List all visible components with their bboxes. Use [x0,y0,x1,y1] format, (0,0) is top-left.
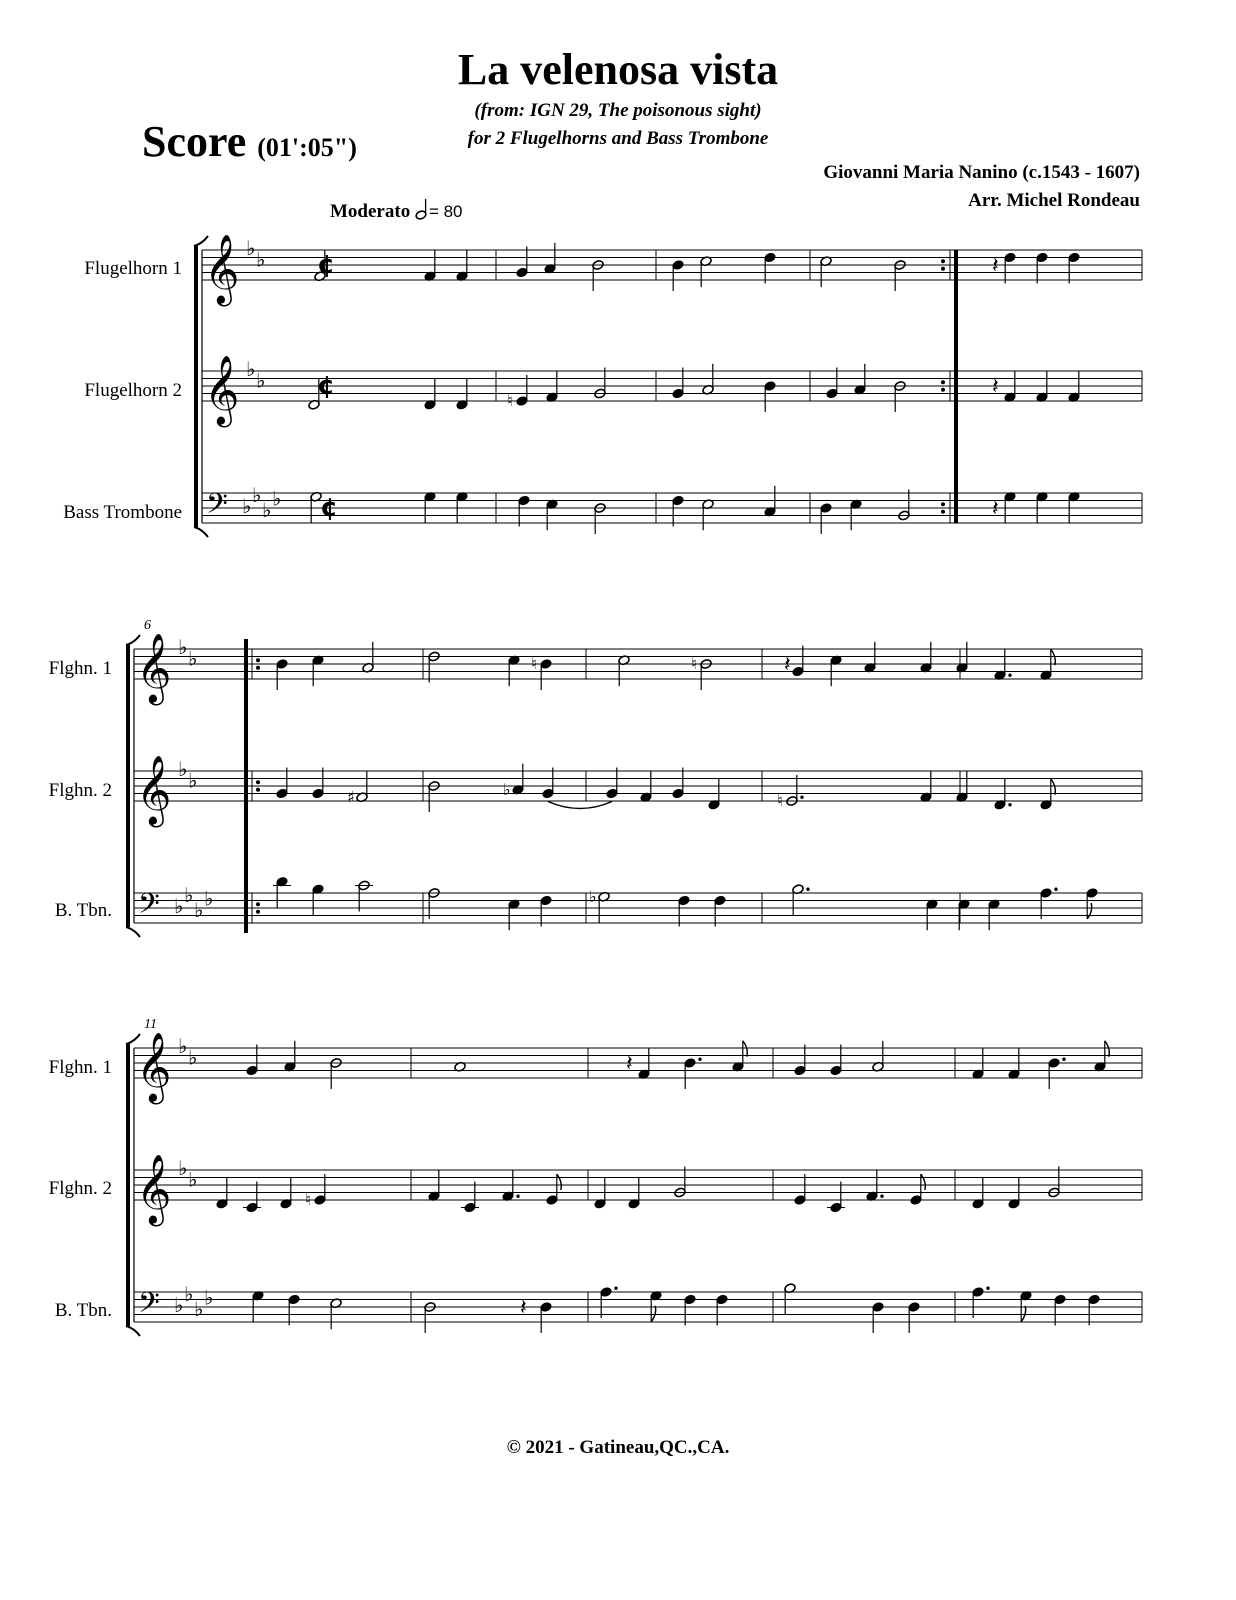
dot [614,1287,617,1290]
note [516,375,528,406]
note [956,642,968,673]
note [1008,1048,1020,1079]
note [540,895,552,926]
note [312,768,324,799]
note [764,381,776,412]
note [764,252,776,283]
repeat-dot [256,902,260,906]
flag [921,1174,926,1190]
staff [202,250,1142,280]
dot [800,796,803,799]
flat-icon: ♭ [174,1293,184,1317]
note [702,499,714,530]
note [594,503,606,534]
arranger: Arr. Michel Rondeau [968,190,1140,211]
note [994,649,1012,680]
note [820,256,832,287]
note [1048,1167,1060,1198]
note [508,899,520,930]
quarter-rest-icon: 𝄽 [992,374,999,400]
accidental-icon: ♮ [305,1190,311,1209]
note [926,899,938,930]
repeat-dot [941,388,945,392]
system-bracket [194,246,198,527]
note [508,655,520,686]
dot [986,1287,989,1290]
tempo-text: Moderato [330,201,411,222]
note [894,260,906,291]
note [312,884,324,915]
accidental-icon: ♮ [691,654,697,673]
note [1068,371,1080,402]
bass-clef-icon: 𝄢 [138,1286,160,1327]
note [461,1182,479,1213]
note [1040,888,1058,919]
repeat-dot [256,788,260,792]
bracket-hook [126,1326,140,1336]
instrument-label-flugelhorn-2: Flghn. 2 [48,780,112,801]
note [606,768,618,799]
instrument-label-flugelhorn-1: Flugelhorn 1 [84,258,182,279]
repeat-dot [256,666,260,670]
note [355,880,373,911]
treble-clef-icon: 𝄞 [136,755,172,825]
note [456,250,468,281]
note [792,646,804,677]
repeat-dot [941,259,945,263]
note [546,499,558,530]
flag [651,1306,656,1322]
note [1004,491,1016,522]
note [1040,649,1056,680]
note [540,659,552,690]
instrument-label-bass-trombone: B. Tbn. [54,900,112,921]
note [872,1302,884,1333]
flat-icon: ♭ [204,1285,214,1310]
note [284,1041,296,1072]
tie [548,802,612,809]
note [700,256,712,287]
note [502,1170,520,1201]
note [428,1170,440,1201]
note [732,1041,748,1072]
copyright: © 2021 - Gatineau,QC.,CA. [506,1437,730,1458]
flat-icon: ♭ [178,1034,188,1058]
note [216,1178,228,1209]
instrument-label-flugelhorn-1: Flghn. 1 [48,1057,112,1078]
note [544,243,556,274]
note [1040,779,1056,810]
flat-icon: ♭ [246,236,256,260]
note [314,1174,326,1205]
note [252,1290,264,1321]
repeat-dot [256,910,260,914]
bass-clef-icon: 𝄢 [206,487,228,528]
accidental-icon: ♮ [507,391,513,410]
treble-clef-icon: 𝄞 [136,1154,172,1224]
note [428,781,440,812]
note [864,642,876,673]
note [638,1048,650,1079]
note [428,651,440,682]
dot [1054,888,1057,891]
note [276,659,288,690]
note [330,1298,342,1329]
flag [1051,649,1056,665]
tempo-value: = 80 [428,202,463,221]
note [1036,491,1048,522]
note [598,891,610,922]
note [898,490,910,521]
repeat-dot [941,502,945,506]
flat-icon: ♭ [188,1045,198,1070]
note [362,642,374,673]
system-bracket [126,1044,130,1326]
note [956,771,968,802]
note [826,368,838,399]
note [672,768,684,799]
note [910,1174,926,1205]
note [330,1058,342,1089]
note [972,1048,984,1079]
note [600,1287,618,1318]
note [1004,371,1016,402]
instrument-label-flugelhorn-2: Flghn. 2 [48,1178,112,1199]
note [276,768,288,799]
note [592,260,604,291]
note [672,368,684,399]
note [1020,1290,1032,1321]
subtitle-source: (from: IGN 29, The poisonous sight) [474,100,762,121]
note [700,659,712,690]
score-word: Score [142,117,247,166]
note [764,486,776,517]
note [516,247,528,278]
note [678,895,690,926]
bracket-hook [126,927,140,937]
note [1004,252,1016,283]
subtitle-instrumentation: for 2 Flugelhorns and Bass Trombone [467,128,769,149]
cut-time-icon: ¢ [317,371,336,401]
note [424,1302,436,1333]
treble-clef-icon: 𝄞 [136,633,172,703]
flat-icon: ♭ [178,1156,188,1180]
note [1036,371,1048,402]
dot [1008,674,1011,677]
flag [1087,903,1092,919]
treble-clef-icon: 𝄞 [136,1032,172,1102]
note [546,371,558,402]
note [920,771,932,802]
flat-icon: ♭ [178,635,188,659]
flat-icon: ♭ [174,894,184,918]
staff [134,1292,1142,1322]
flat-icon: ♭ [188,768,198,793]
note [312,655,324,686]
note [830,1045,842,1076]
note [540,1302,552,1333]
repeat-bracket [954,250,958,523]
flag [743,1041,748,1057]
note [850,499,862,530]
repeat-dot [941,510,945,514]
flat-icon: ♭ [184,882,194,907]
note [674,1167,686,1198]
piece-title: La velenosa vista [457,45,779,94]
note [1048,1058,1066,1089]
repeat-dot [256,658,260,662]
note [794,1174,806,1205]
flat-icon: ♭ [194,1296,204,1321]
flat-icon: ♭ [256,247,266,272]
note [424,250,436,281]
note [784,1283,796,1314]
system-bracket [126,645,130,927]
repeat-bracket [244,639,248,933]
staff [202,371,1142,401]
flat-icon: ♭ [184,1281,194,1306]
note [684,1058,702,1089]
note [714,895,726,926]
note [794,1045,806,1076]
accidental-icon: ♯ [347,787,355,807]
note [894,381,906,412]
note [650,1290,662,1321]
quarter-rest-icon: 𝄽 [992,253,999,279]
treble-clef-icon: 𝄞 [204,355,240,425]
note [308,379,320,410]
note [908,1302,920,1333]
note [428,888,440,919]
note [542,768,554,799]
dot [698,1058,701,1061]
instrument-label-bass-trombone: B. Tbn. [54,1300,112,1321]
note [994,779,1012,810]
cut-time-icon: ¢ [320,493,339,523]
note [618,655,630,686]
note [958,899,970,930]
note [1088,1294,1100,1325]
note [246,1045,258,1076]
note [708,779,720,810]
bracket-hook [194,527,208,537]
flat-icon: ♭ [178,757,188,781]
score-duration: (01':05") [257,133,357,162]
note [628,1178,640,1209]
note [280,1178,292,1209]
note [512,764,524,795]
quarter-rest-icon: 𝄽 [992,496,999,522]
note [988,899,1000,930]
flag [557,1174,562,1190]
note [243,1182,261,1213]
flag [1051,779,1056,795]
note [1036,252,1048,283]
note [972,1287,990,1318]
note [1094,1041,1110,1072]
note [456,379,468,410]
flat-icon: ♭ [242,494,252,518]
note [972,1178,984,1209]
flat-icon: ♭ [188,646,198,671]
note [920,642,932,673]
note [672,495,684,526]
instrument-label-flugelhorn-1: Flghn. 1 [48,658,112,679]
note [1054,1294,1066,1325]
repeat-dot [941,380,945,384]
flat-icon: ♭ [272,486,282,511]
measure-number: 11 [144,1017,157,1032]
note [866,1170,884,1201]
bass-clef-icon: 𝄢 [138,887,160,928]
note [830,655,842,686]
note [786,775,804,806]
accidental-icon: ♭ [589,886,597,906]
note [518,495,530,526]
note [546,1174,562,1205]
dot [1062,1058,1065,1061]
instrument-label-flugelhorn-2: Flugelhorn 2 [84,380,182,401]
cut-time-icon: ¢ [317,250,336,280]
accidental-icon: ♭ [503,779,511,799]
note [716,1294,728,1325]
accidental-icon: ♮ [777,791,783,810]
note [424,379,436,410]
note [424,491,436,522]
note [1068,491,1080,522]
note [356,771,368,802]
measure-number: 6 [144,618,151,633]
note [288,1294,300,1325]
staff [202,493,1142,523]
note [1008,1178,1020,1209]
quarter-rest-icon: 𝄽 [520,1295,527,1321]
note [594,1178,606,1209]
note [640,771,652,802]
flat-icon: ♭ [262,497,272,522]
dot [880,1195,883,1198]
flag [1105,1041,1110,1057]
flat-icon: ♭ [194,897,204,922]
flat-icon: ♭ [256,368,266,393]
treble-clef-icon: 𝄞 [204,234,240,304]
staff [134,1170,1142,1200]
dot [1008,803,1011,806]
flat-icon: ♭ [252,482,262,507]
flag [1021,1306,1025,1322]
note [854,364,866,395]
note [594,368,606,399]
note [672,260,684,291]
note [792,884,810,915]
dot [516,1195,519,1198]
repeat-dot [941,267,945,271]
note [684,1294,696,1325]
note [820,503,832,534]
flat-icon: ♭ [204,886,214,911]
note [1068,252,1080,283]
note [827,1182,845,1213]
note [1086,888,1098,919]
repeat-dot [256,780,260,784]
quarter-rest-icon: 𝄽 [626,1051,633,1077]
composer: Giovanni Maria Nanino (c.1543 - 1607) [823,162,1140,183]
flat-icon: ♭ [188,1167,198,1192]
instrument-label-bass-trombone: Bass Trombone [63,502,182,523]
note [273,876,291,907]
quarter-rest-icon: 𝄽 [784,652,791,678]
flat-icon: ♭ [246,357,256,381]
accidental-icon: ♮ [531,654,537,673]
note [456,491,468,522]
note [872,1041,884,1072]
note [702,364,714,395]
dot [806,888,809,891]
staff [134,1048,1142,1078]
